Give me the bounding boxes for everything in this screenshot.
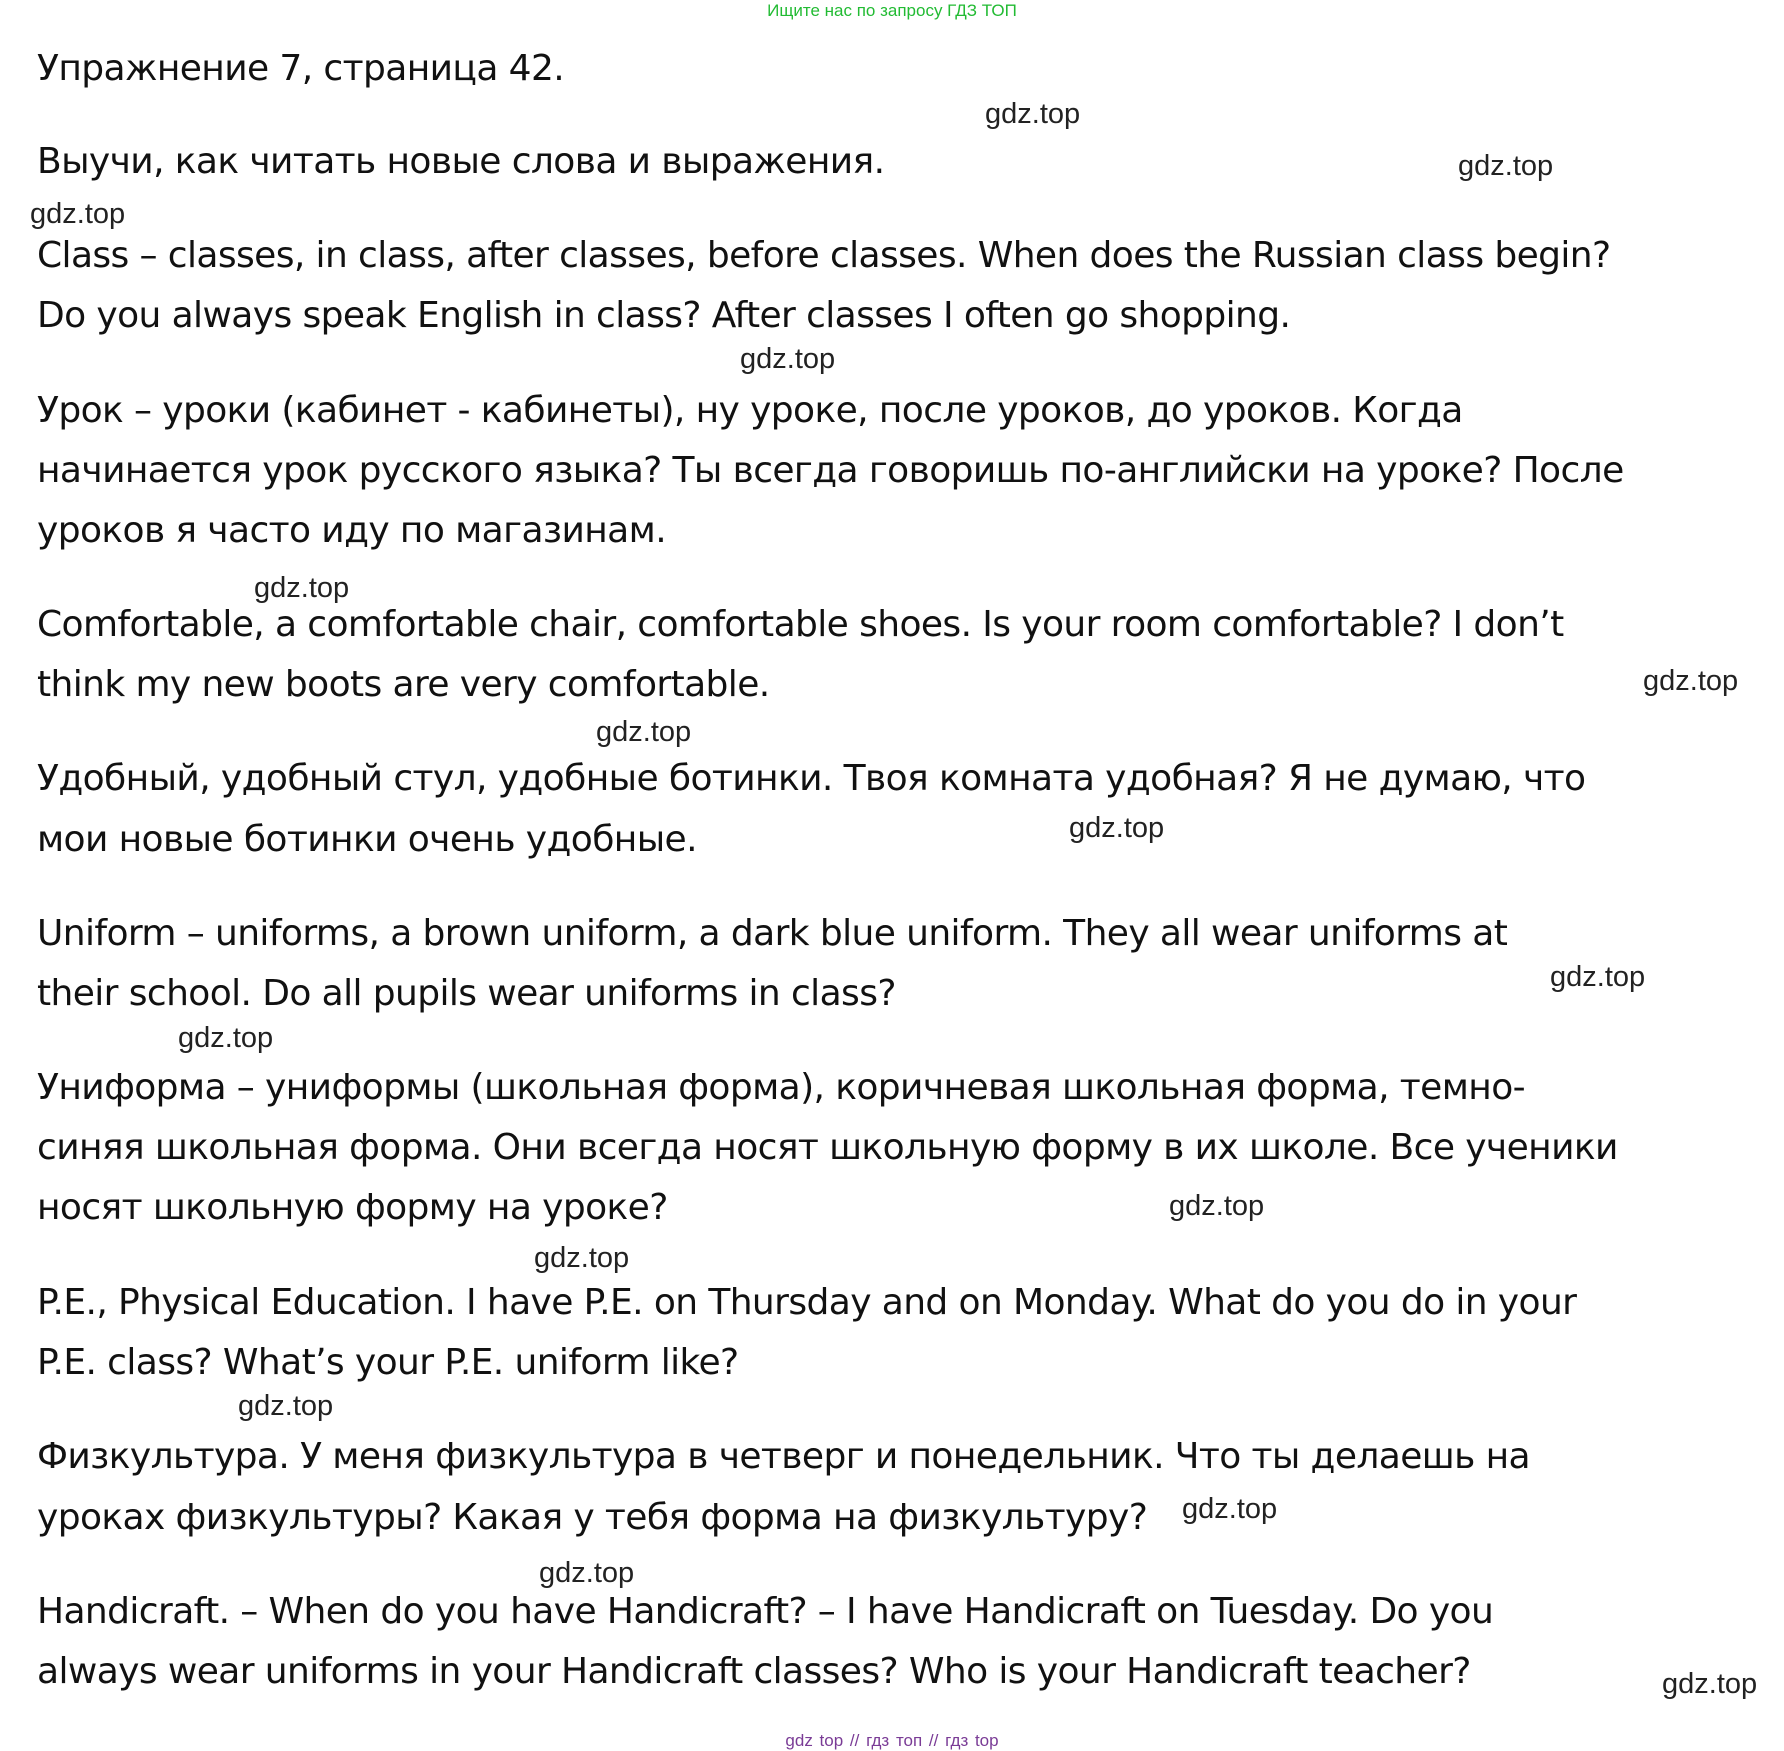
text-line: синяя школьная форма. Они всегда носят школьную форму в их школе. Все ученики: [37, 1127, 1618, 1168]
text-line: P.E., Physical Education. I have P.E. on Thursday and on Monday. What do you do in your: [37, 1282, 1577, 1323]
text-line: Uniform – uniforms, a brown uniform, a dark blue uniform. They all wear uniforms at: [37, 913, 1508, 954]
text-line: Урок – уроки (кабинет - кабинеты), ну уроке, после уроков, до уроков. Когда: [37, 390, 1463, 431]
text-line: уроках физкультуры? Какая у тебя форма на физкультуру?: [37, 1497, 1148, 1538]
text-line: Handicraft. – When do you have Handicraft? – I have Handicraft on Tuesday. Do you: [37, 1591, 1494, 1632]
text-line: Class – classes, in class, after classes, before classes. When does the Russian class begin?: [37, 235, 1611, 276]
watermark: gdz.top: [1169, 1190, 1265, 1222]
top-banner: Ищите нас по запросу ГДЗ ТОП: [767, 1, 1017, 20]
text-line: начинается урок русского языка? Ты всегда говоришь по-английски на уроке? После: [37, 450, 1624, 491]
watermark: gdz.top: [539, 1557, 635, 1589]
text-line: носят школьную форму на уроке?: [37, 1187, 668, 1228]
text-line: Униформа – униформы (школьная форма), коричневая школьная форма, темно-: [37, 1067, 1526, 1108]
watermark: gdz.top: [238, 1390, 334, 1422]
watermark: gdz.top: [596, 716, 692, 748]
watermark: gdz.top: [740, 343, 836, 375]
watermark: gdz.top: [534, 1242, 630, 1274]
text-line: Do you always speak English in class? After classes I often go shopping.: [37, 295, 1291, 336]
text-line: P.E. class? What’s your P.E. uniform like?: [37, 1342, 739, 1383]
watermark: gdz.top: [1643, 665, 1739, 697]
watermark: gdz.top: [178, 1022, 274, 1054]
text-line: always wear uniforms in your Handicraft classes? Who is your Handicraft teacher?: [37, 1651, 1471, 1692]
text-line: мои новые ботинки очень удобные.: [37, 819, 697, 860]
text-line: уроков я часто иду по магазинам.: [37, 510, 667, 551]
watermark: gdz.top: [1182, 1493, 1278, 1525]
text-line: Comfortable, a comfortable chair, comfortable shoes. Is your room comfortable? I don’t: [37, 604, 1564, 645]
text-line: Физкультура. У меня физкультура в четверг и понедельник. Что ты делаешь на: [37, 1436, 1530, 1477]
watermark: gdz.top: [30, 198, 126, 230]
watermark: gdz.top: [254, 572, 350, 604]
text-line: think my new boots are very comfortable.: [37, 664, 770, 705]
watermark: gdz.top: [1069, 812, 1165, 844]
bottom-banner: gdz top // гдз топ // гдз top: [785, 1731, 999, 1750]
watermark: gdz.top: [1662, 1668, 1758, 1700]
text-line: Удобный, удобный стул, удобные ботинки. Твоя комната удобная? Я не думаю, что: [37, 758, 1586, 799]
text-line: their school. Do all pupils wear uniforms in class?: [37, 973, 896, 1014]
instruction-text: Выучи, как читать новые слова и выражения.: [37, 141, 885, 182]
watermark: gdz.top: [1550, 961, 1646, 993]
watermark: gdz.top: [985, 98, 1081, 130]
watermark: gdz.top: [1458, 150, 1554, 182]
exercise-title: Упражнение 7, страница 42.: [37, 48, 565, 89]
